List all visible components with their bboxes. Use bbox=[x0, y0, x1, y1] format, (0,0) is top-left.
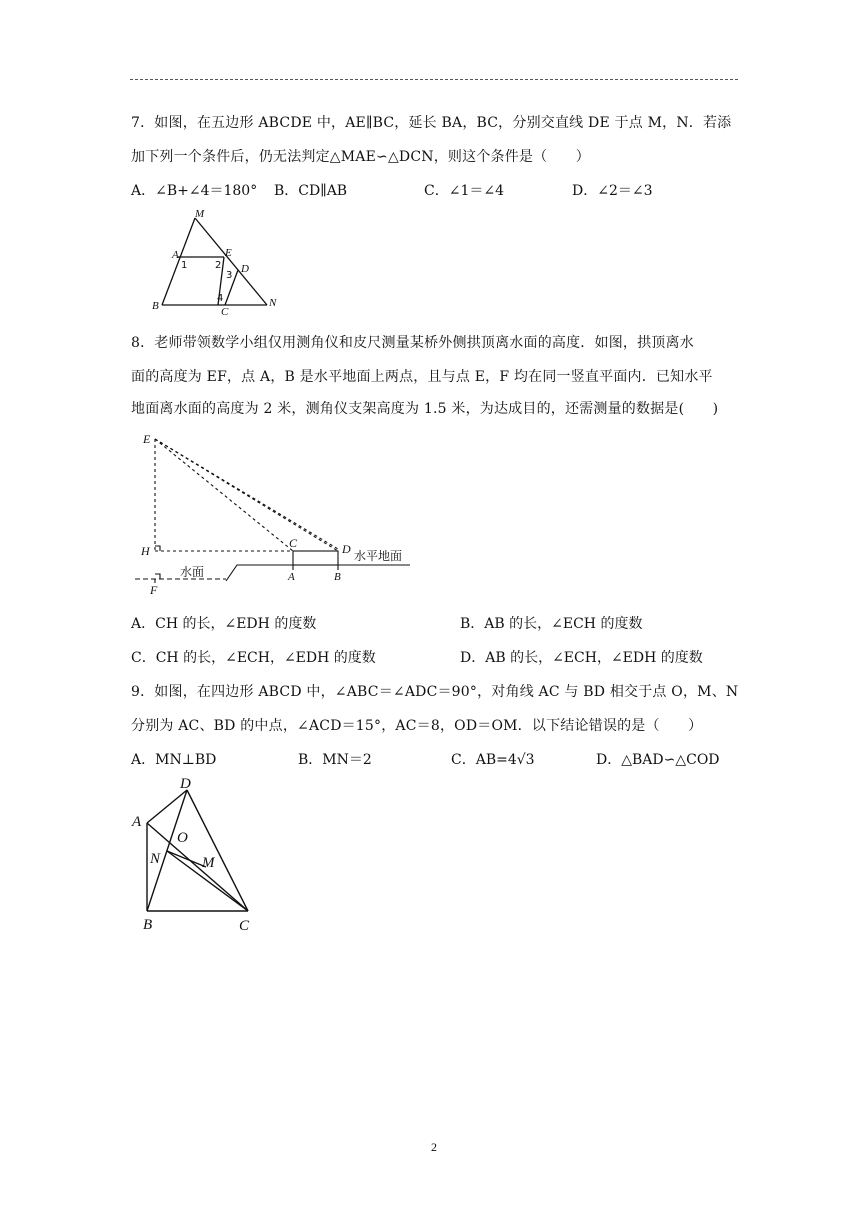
q7-figure bbox=[140, 205, 290, 320]
line-ec bbox=[155, 439, 293, 551]
q8-option-a: A．CH 的长，∠EDH 的度数 bbox=[131, 616, 317, 632]
q7-angle-1: 1 bbox=[181, 260, 188, 271]
q9-figure bbox=[128, 775, 268, 940]
segment-dc bbox=[187, 790, 248, 911]
q7-label-e: E bbox=[225, 247, 232, 259]
q9-option-c: C．AB=4√3 bbox=[451, 752, 535, 768]
q8-text-line3: 地面离水面的高度为 2 米，测角仪支架高度为 1.5 米，为达成目的，还需测量的数据是( ) bbox=[131, 401, 719, 417]
q7-text-line2: 加下列一个条件后，仍无法判定△MAE∽△DCN，则这个条件是（ ） bbox=[131, 149, 590, 165]
q9-label-a: A bbox=[132, 814, 142, 830]
q8-text-line2: 面的高度为 EF，点 A，B 是水平地面上两点，且与点 E，F 均在同一竖直平面内．已知水平 bbox=[131, 369, 713, 385]
q7-angle-3: 3 bbox=[226, 270, 233, 281]
q9-label-d: D bbox=[180, 776, 191, 792]
q9-text-line2: 分别为 AC、BD 的中点，∠ACD＝15°，AC＝8，OD＝OM．以下结论错误的是（ ） bbox=[131, 718, 703, 734]
q7-label-c: C bbox=[221, 306, 229, 318]
line-ed2 bbox=[155, 439, 338, 549]
q8-option-b: B．AB 的长，∠ECH 的度数 bbox=[460, 616, 643, 632]
instrument-cd bbox=[293, 551, 338, 565]
q8-text-line1: 8．老师带领数学小组仅用测角仪和皮尺测量某桥外侧拱顶离水面的高度．如图，拱顶离水 bbox=[131, 335, 694, 351]
q8-option-c: C．CH 的长，∠ECH，∠EDH 的度数 bbox=[131, 650, 376, 666]
q8-label-b: B bbox=[334, 571, 341, 583]
q7-label-a: A bbox=[172, 249, 179, 261]
q9-label-n: N bbox=[150, 851, 161, 867]
q9-option-b: B．MN＝2 bbox=[298, 752, 372, 768]
q7-option-c: C．∠1＝∠4 bbox=[424, 183, 504, 199]
q8-label-water: 水面 bbox=[180, 565, 205, 579]
header-divider bbox=[130, 79, 738, 80]
q7-label-n: N bbox=[269, 297, 277, 309]
q7-text-line1: 7．如图，在五边形 ABCDE 中，AE∥BC，延长 BA，BC，分别交直线 DE 于点 M，N．若添 bbox=[131, 115, 732, 131]
q7-label-b: B bbox=[152, 300, 159, 312]
q8-label-d: D bbox=[342, 542, 351, 556]
segment-bm bbox=[162, 218, 195, 305]
q8-label-c: C bbox=[289, 536, 298, 550]
q9-option-a: A．MN⊥BD bbox=[131, 752, 217, 768]
q9-label-c: C bbox=[239, 918, 250, 934]
q8-figure bbox=[130, 425, 420, 600]
q9-label-m: M bbox=[202, 855, 215, 871]
q7-option-d: D．∠2＝∠3 bbox=[572, 183, 653, 199]
page-number: 2 bbox=[431, 1140, 437, 1154]
q7-label-d: D bbox=[241, 263, 249, 275]
q9-option-d: D．△BAD∽△COD bbox=[596, 752, 720, 768]
q8-label-e: E bbox=[143, 432, 151, 446]
q7-angle-4: 4 bbox=[217, 293, 224, 304]
q7-label-m: M bbox=[195, 208, 205, 220]
q9-text-line1: 9．如图，在四边形 ABCD 中，∠ABC＝∠ADC＝90°，对角线 AC 与 BD 相交于点 O，M、N bbox=[131, 684, 739, 700]
q8-label-ground: 水平地面 bbox=[354, 549, 403, 563]
q8-label-a: A bbox=[288, 571, 295, 583]
q7-option-a: A．∠B+∠4＝180° bbox=[131, 183, 258, 199]
q8-option-d: D．AB 的长，∠ECH，∠EDH 的度数 bbox=[460, 650, 703, 666]
q7-angle-2: 2 bbox=[215, 260, 222, 271]
ground-line bbox=[226, 565, 410, 581]
q7-option-b: B．CD∥AB bbox=[274, 183, 348, 199]
segment-mn bbox=[195, 218, 267, 305]
q9-label-o: O bbox=[177, 830, 188, 846]
q8-label-h: H bbox=[141, 544, 150, 558]
q8-label-f: F bbox=[150, 583, 158, 597]
q9-label-b: B bbox=[143, 917, 153, 933]
